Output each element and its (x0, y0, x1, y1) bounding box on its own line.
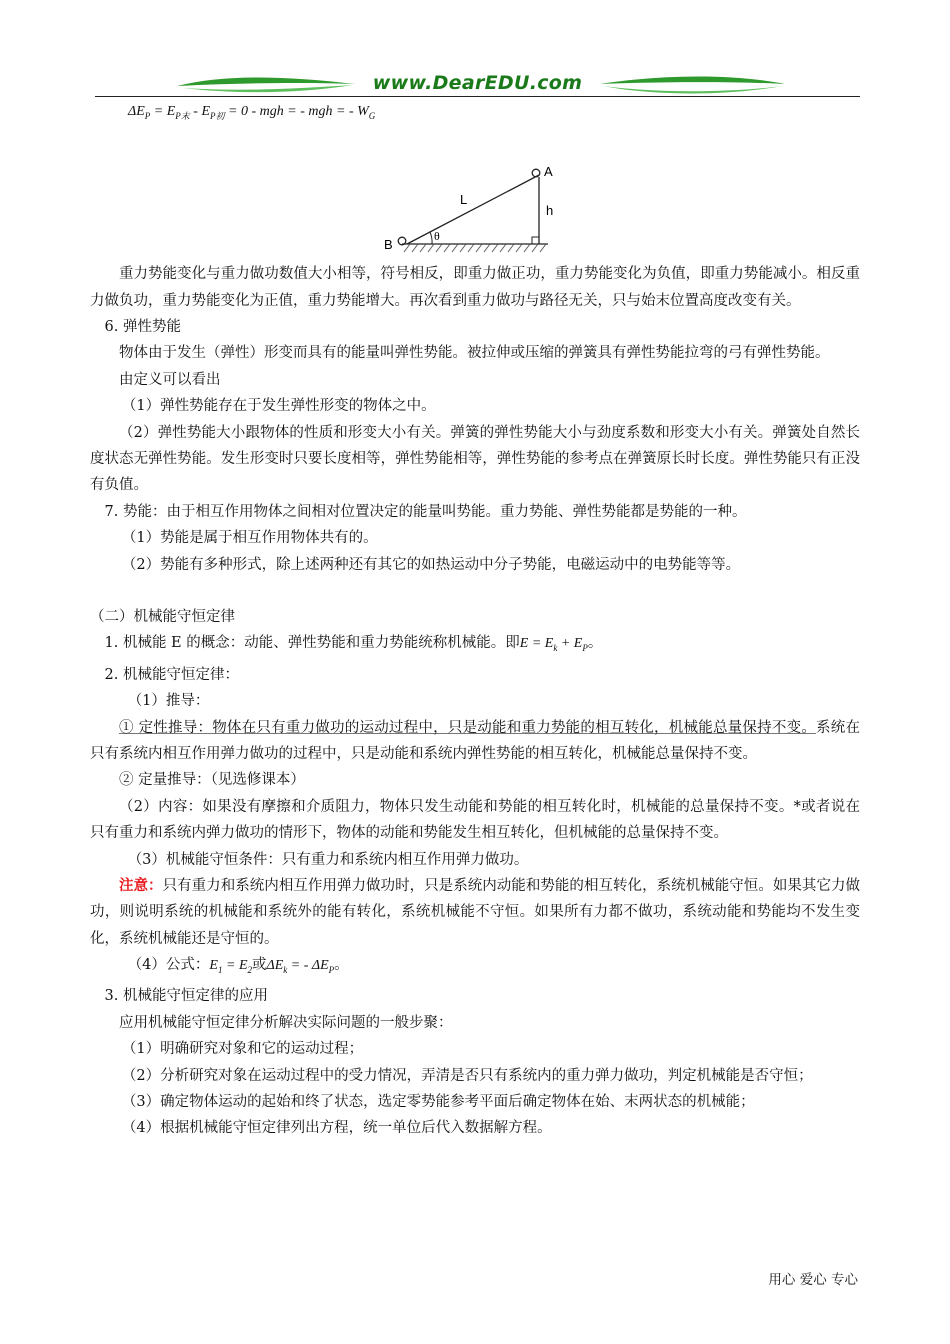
mechanical-energy-formula: $E = E_k + E_P$ (519, 636, 588, 654)
potential-point-1: （1）势能是属于相互作用物体共有的。 (121, 530, 378, 547)
elastic-point-1: （1）弹性势能存在于发生弹性形变的物体之中。 (121, 398, 436, 415)
label-b: B (384, 237, 393, 253)
energy-formula: $\Delta E_P = E_{P末} - E_{P初} = 0$ - mgh = - mgh = - $W_G$ (128, 104, 376, 121)
paragraph-gravity-work: 重力势能变化与重力做功数值大小相等，符号相反，即重力做正功，重力势能变化为负值，即重力势能减小。相反重力做负功，重力势能变化为正值，重力势能增大。再次看到重力做功与路径无关，只与始末位置高度改变有关。 (90, 266, 860, 309)
derivation-heading: （1）推导： (127, 693, 210, 710)
site-url[interactable]: www.DearEDU.com (372, 72, 583, 94)
mechanical-energy-concept: 1. 机械能 E 的概念：动能、弹性势能和重力势能统称机械能。即$E = E_k + E_P$。 (104, 635, 603, 654)
qualitative-derivation: ① 定性推导：物体在只有重力做功的运动过程中，只是动能和重力势能的相互转化，机械能总量保持不变。系统在只有系统内相互作用弹力做功的过程中，只是动能和系统内弹性势能的相互转化，机械能总量保持不变。 (90, 719, 861, 762)
heading-conservation-law: 2. 机械能守恒定律： (104, 666, 239, 683)
note-paragraph: 注意：只有重力和系统内相互作用弹力做功时，只是系统内动能和势能的相互转化，系统机械能守恒。如果其它力做功，则说明系统的机械能和系统外的能有转化，系统机械能不守恒。如果所有力都不做功，系统动能和势能均不发生变化，系统机械能还是守恒的。 (90, 876, 860, 947)
quantitative-derivation: ② 定量推导：（见选修课本） (119, 772, 305, 789)
application-intro: 应用机械能守恒定律分析解决实际问题的一般步聚： (119, 1014, 453, 1031)
formula-delta-energy: $\Delta E_k$ = - $\Delta E_P$ (266, 958, 335, 975)
incline-svg (380, 129, 580, 261)
spacer (90, 578, 860, 604)
paragraph-elastic-definition: 物体由于发生（弹性）形变而具有的能量叫弹性势能。被拉伸或压缩的弹簧具有弹性势能拉弯的弓有弹性势能。 (119, 345, 830, 362)
heading-application: 3. 机械能守恒定律的应用 (104, 988, 268, 1005)
page-footer: 用心 爱心 专心 (768, 1272, 858, 1288)
incline-diagram (380, 129, 860, 261)
section-heading-conservation: （二）机械能守恒定律 (90, 609, 235, 626)
conservation-condition: （3）机械能守恒条件：只有重力和系统内相互作用弹力做功。 (127, 851, 529, 868)
note-label: 注意： (119, 876, 163, 894)
step-3: （3）确定物体运动的起始和终了状态，选定零势能参考平面后确定物体在始、末两状态的机械能； (121, 1093, 755, 1110)
step-2: （2）分析研究对象在运动过程中的受力情况，弄清是否只有系统内的重力弹力做功，判定机械能是否守恒； (121, 1067, 813, 1084)
elastic-point-2: （2）弹性势能大小跟物体的性质和形变大小有关。弹簧的弹性势能大小与劲度系数和形变大小有关。弹簧处自然长度状态无弹性势能。发生形变时只要长度相等，弹性势能相等，弹性势能的参考点在弹簧原长时长度。弹性势能只有正没有负值。 (90, 424, 860, 494)
step-1: （1）明确研究对象和它的运动过程； (121, 1041, 364, 1058)
label-a: A (544, 164, 553, 180)
law-formula-line: （4）公式：$E_1 = E_2$或$\Delta E_k$ = - $\Delta E_P$。 (127, 957, 349, 975)
formula-energy-equal: $E_1 = E_2$ (209, 958, 252, 975)
heading-potential-energy: 7. 势能：由于相互作用物体之间相对位置决定的能量叫势能。重力势能、弹性势能都是势能的一种。 (104, 503, 747, 520)
document-body (90, 98, 860, 1142)
heading-elastic-potential: 6. 弹性势能 (104, 319, 181, 336)
law-content: （2）内容：如果没有摩擦和介质阻力，物体只发生动能和势能的相互转化时，机械能的总量保持不变。*或者说在只有重力和系统内弹力做功的情形下，物体的动能和势能发生相互转化，但机械能的总量保持不变。 (90, 798, 860, 842)
label-l: L (460, 192, 468, 208)
label-h: h (546, 203, 554, 219)
paragraph-from-definition: 由定义可以看出 (119, 371, 221, 388)
potential-point-2: （2）势能有多种形式，除上述两种还有其它的如热运动中分子势能，电磁运动中的电势能等等。 (121, 556, 741, 573)
label-theta: θ (434, 229, 440, 244)
header-divider (95, 96, 860, 97)
step-4: （4）根据机械能守恒定律列出方程，统一单位后代入数据解方程。 (121, 1120, 552, 1137)
